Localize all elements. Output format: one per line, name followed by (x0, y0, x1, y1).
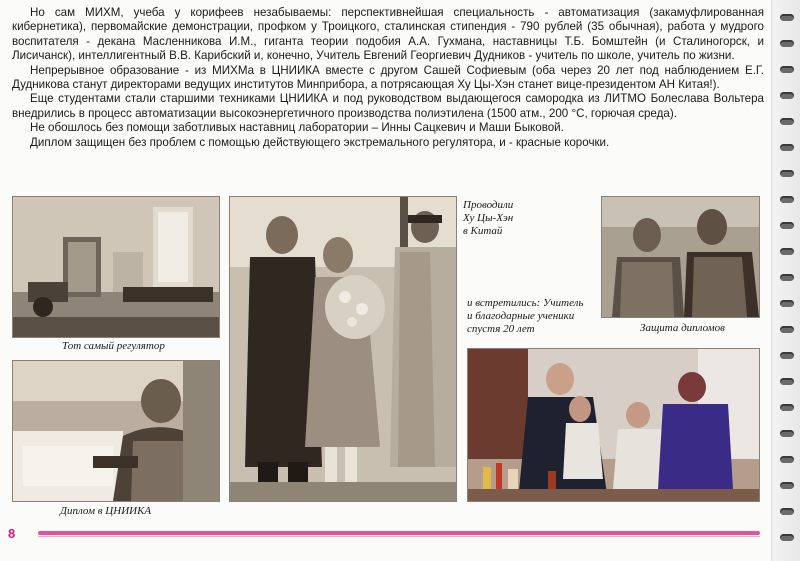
binding-ring (780, 222, 794, 229)
binding-ring (780, 170, 794, 177)
caption-regulator: Тот самый регулятор (62, 340, 165, 352)
binding-ring (780, 326, 794, 333)
binding-ring (780, 352, 794, 359)
caption-seen-off (463, 199, 513, 238)
defense-photo (601, 196, 760, 318)
page-number: 8 (8, 526, 16, 541)
binding-ring (780, 404, 794, 411)
footer-divider-thin (38, 536, 760, 537)
regulator-photo (12, 196, 220, 338)
binding-ring (780, 482, 794, 489)
paragraph: Но сам МИХМ, учеба у корифеев незабываемы: перспективнейшая специальность - автоматизация (закамуфлированная кибернетика), первомайские демонстрации, профком у Троицкого, сталинская стипендия - 790 рублей (35 обычная), работа у мудрого воспитателя - декана Масленникова И.М., гиганта теории подобия А.А. Гухмана, наставницы Т.Б. Бомштейн (и Сталиногорск, и Лисичанск), интеллигентный В.В. Карибский и, конечно, Учитель Евгений Георгиевич Дудников - учитель по школе, учитель по жизни. (12, 6, 764, 63)
binding-ring (780, 66, 794, 73)
reunion-photo (467, 348, 760, 502)
caption-line: в Китай (463, 225, 503, 237)
diploma-cniika-photo (12, 360, 220, 502)
caption-line: и встретились: Учитель (467, 297, 584, 309)
body-text (12, 6, 764, 150)
caption-line: спустя 20 лет (467, 323, 535, 335)
binding-ring (780, 40, 794, 47)
binding-ring (780, 14, 794, 21)
binding-ring (780, 430, 794, 437)
binding-ring (780, 534, 794, 541)
binding-ring (780, 274, 794, 281)
binding-ring (780, 300, 794, 307)
binding-ring (780, 456, 794, 463)
binding-ring (780, 92, 794, 99)
paragraph: Непрерывное образование - из МИХМа в ЦНИИКА вместе с другом Сашей Софиевым (оба через 20 лет под наблюдением Е.Г. Дудникова станут директорами ведущих институтов Минприбора, а потрясающая Ху Цы-Хэн станет вице-президентом АН Китая!). (12, 63, 764, 92)
seeing-off-photo (229, 196, 457, 502)
caption-line: Проводили (463, 199, 514, 211)
caption-line: Ху Цы-Хэн (463, 212, 514, 224)
binding-ring (780, 196, 794, 203)
caption-diploma-cniika: Диплом в ЦНИИКА (60, 505, 152, 517)
paragraph: Еще студентами стали старшими техниками ЦНИИКА и под руководством выдающегося самородка из ЛИТМО Болеслава Вольтера внедрились в процесс автоматизации высокоэнергетичного производства полиэтилена (1500 атм., 200 °С, горючая среда). (12, 92, 764, 120)
caption-line: и благодарные ученики (467, 310, 575, 322)
binding-ring (780, 508, 794, 515)
binding-ring (780, 118, 794, 125)
footer-divider (38, 531, 760, 535)
binding-ring (780, 144, 794, 151)
spiral-binding (771, 0, 800, 561)
paragraph: Не обошлось без помощи заботливых наставниц лаборатории – Инны Сацкевич и Маши Быковой. (30, 121, 564, 135)
paragraph: Диплом защищен без проблем с помощью действующего экстремального регулятора, и - красные корочки. (30, 135, 610, 149)
caption-met-again (467, 297, 584, 336)
binding-ring (780, 248, 794, 255)
caption-defense: Защита дипломов (640, 322, 725, 334)
binding-ring (780, 378, 794, 385)
